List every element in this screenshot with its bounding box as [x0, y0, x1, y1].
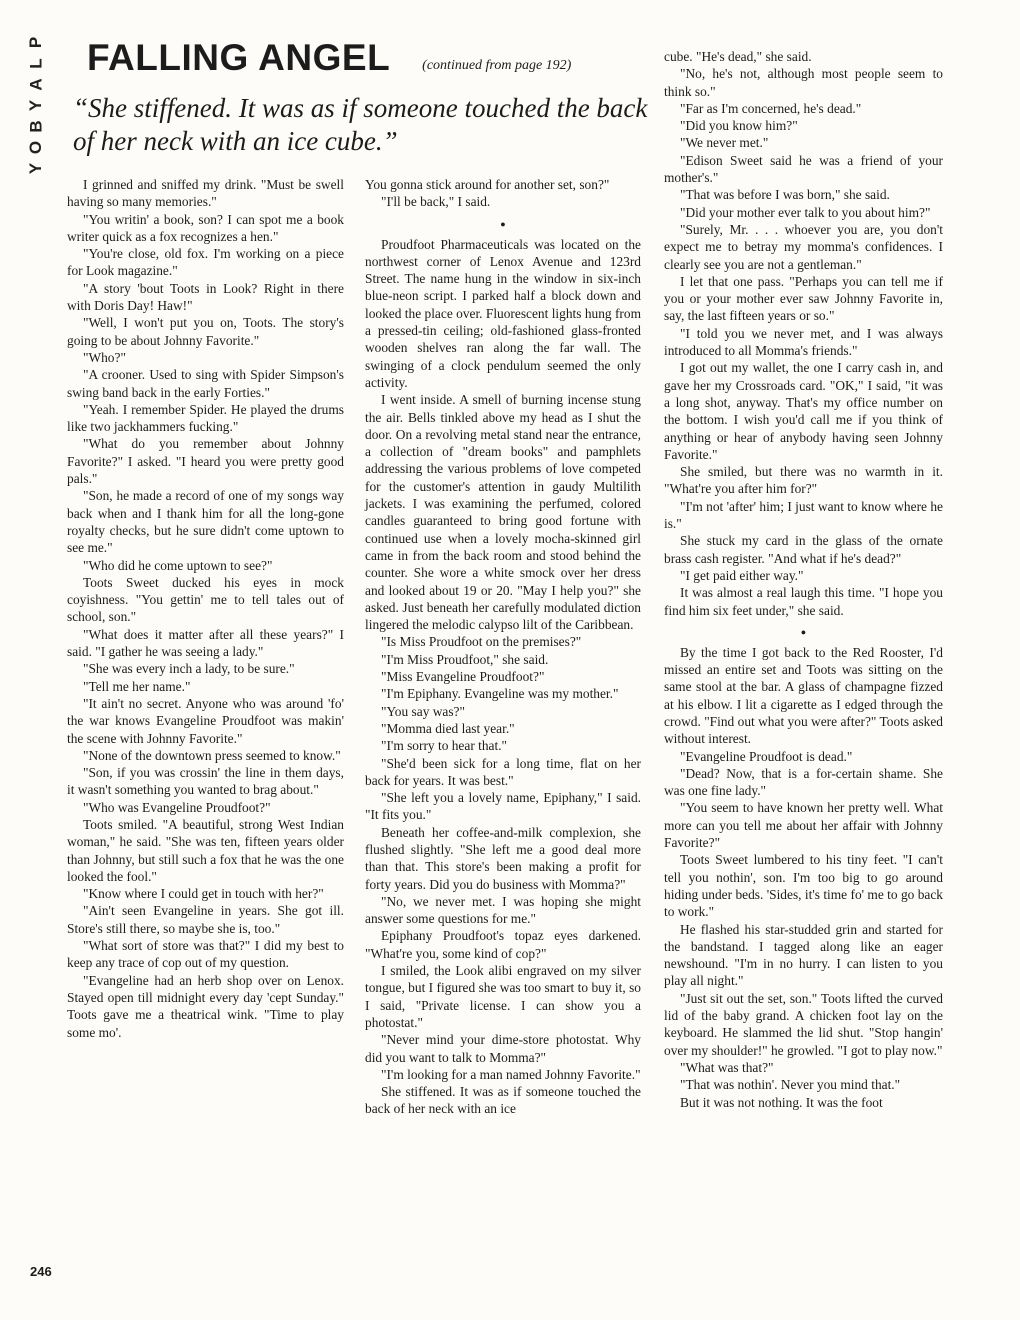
magazine-letter: A	[26, 78, 46, 91]
paragraph: "Tell me her name."	[83, 678, 191, 694]
column-3-part-b	[664, 644, 943, 1111]
paragraph: "What do you remember about Johnny Favorite?" I asked. "I heard you were pretty good pals."	[67, 436, 344, 487]
paragraph: I grinned and sniffed my drink. "Must be swell having so many memories."	[67, 177, 344, 210]
paragraph: You gonna stick around for another set, son?"	[365, 177, 610, 192]
magazine-letter: P	[26, 36, 46, 49]
paragraph: Toots Sweet ducked his eyes in mock coyishness. "You gettin' me to tell tales out of school, son."	[67, 574, 344, 625]
text-column-2	[365, 176, 641, 1118]
paragraph: He flashed his star-studded grin and started for the bandstand. I tagged along like an eager newshound. "I'm in no hurry. I can listen to you play all night."	[664, 921, 943, 989]
paragraph: "You say was?"	[381, 703, 465, 719]
paragraph: "I told you we never met, and I was always introduced to all Momma's friends."	[664, 325, 943, 359]
paragraph: "Far as I'm concerned, he's dead."	[680, 100, 862, 116]
paragraph: "She was every inch a lady, to be sure."	[83, 661, 295, 677]
paragraph: I went inside. A smell of burning incense stung the air. Bells tinkled above my head as I shut the door. On a revolving metal stand near the entrance, a collection of "dream books" and pamphlets addressing the various problems of love competed for the customer's attention in gaudy Multilith jackets. I was examining the perfumed, colored candles guaranteed to bring good fortune with continued use when a lovely mocha-skinned girl came in from the back room and stood behind the counter. She wore a white smock over her dress and looked about 19 or 20. "May I help you?" she asked. Just beneath her carefully modulated diction lingered the melodic calypso lilt of the Caribbean.	[365, 392, 641, 633]
paragraph: "Surely, Mr. . . . whoever you are, you don't expect me to betray my momma's confidences. I clearly see you are not a gentleman."	[664, 221, 943, 272]
paragraph: "I'm Epiphany. Evangeline was my mother."	[381, 686, 619, 702]
paragraph: "I get paid either way."	[680, 567, 804, 583]
paragraph: "No, he's not, although most people seem to think so."	[664, 66, 943, 99]
paragraph: Toots Sweet lumbered to his tiny feet. "I can't tell you nothin', son. I'm too big to go around hiding under beds. 'Sides, it's time fo' me to go back to work."	[664, 852, 943, 920]
paragraph: I let that one pass. "Perhaps you can tell me if you or your mother ever saw Johnny Favorite in, say, the last fifteen years or so."	[664, 273, 943, 324]
paragraph: "You seem to have known her pretty well. What more can you tell me about her affair with Johnny Favorite?"	[664, 800, 943, 851]
paragraph: Toots smiled. "A beautiful, strong West Indian woman," he said. "She was ten, fifteen years older than Johnny, but still such a fox that he was the one looked the fool."	[67, 816, 344, 884]
paragraph: "Never mind your dime-store photostat. Why did you want to talk to Momma?"	[365, 1032, 641, 1065]
magazine-letter: B	[26, 120, 46, 133]
paragraph: By the time I got back to the Red Rooster, I'd missed an entire set and Toots was sitting on the same stool at the bar. A glass of champagne fizzed at his elbow. I lit a cigarette as I edged through the crowd. "Find out what you were after?" Toots asked without interest.	[664, 644, 943, 747]
paragraph: "That was before I was born," she said.	[680, 187, 890, 203]
magazine-letter: Y	[26, 99, 46, 112]
paragraph: "What sort of store was that?" I did my best to keep any trace of cop out of my question.	[67, 938, 344, 971]
paragraph: "Know where I could get in touch with her?"	[83, 886, 324, 902]
paragraph: "Ain't seen Evangeline in years. She got ill. Store's still there, so maybe she is, too."	[67, 903, 344, 936]
paragraph: "Did you know him?"	[680, 118, 798, 134]
paragraph: "What does it matter after all these years?" I said. "I gather he was seeing a lady."	[67, 626, 344, 660]
paragraph: "Evangeline Proudfoot is dead."	[680, 748, 853, 764]
paragraph: "What was that?"	[680, 1059, 774, 1075]
text-column-3	[664, 48, 943, 1111]
paragraph: "Did your mother ever talk to you about him?"	[680, 204, 931, 220]
magazine-letter: Y	[26, 162, 46, 175]
paragraph: "She'd been sick for a long time, flat on her back for years. It was best."	[365, 755, 641, 788]
magazine-vertical-logo	[22, 32, 50, 179]
paragraph: "Who?"	[83, 349, 126, 365]
text-column-1	[67, 176, 344, 1041]
paragraph: "Edison Sweet said he was a friend of your mother's."	[664, 152, 943, 186]
paragraph: "It ain't no secret. Anyone who was around 'fo' the war knows Evangeline Proudfoot was makin' the scene with Johnny Favorite."	[67, 695, 344, 746]
paragraph: "She left you a lovely name, Epiphany," I said. "It fits you."	[365, 790, 641, 823]
paragraph: "That was nothin'. Never you mind that."	[680, 1077, 901, 1093]
paragraph: "I'll be back," I said.	[381, 194, 491, 210]
paragraph: It was almost a real laugh this time. "I hope you find him six feet under," she said.	[664, 585, 943, 618]
paragraph: "A crooner. Used to sing with Spider Simpson's swing band back in the early Forties."	[67, 367, 344, 400]
pull-quote: “She stiffened. It was as if someone touched the back of her neck with an ice cube.”	[73, 93, 648, 156]
paragraph: Proudfoot Pharmaceuticals was located on the northwest corner of Lenox Avenue and 123rd Street. The name hung in the window in six-inch blue-neon script. I parked half a block down and looked the place over. Fluorescent lights hung from a pressed-tin ceiling; old-fashioned glass-fronted wooden shelves ran along the far wall. The swinging of a clock pendulum seemed the only activity.	[365, 236, 641, 390]
paragraph: "Who was Evangeline Proudfoot?"	[83, 799, 271, 815]
paragraph: "Is Miss Proudfoot on the premises?"	[381, 634, 582, 650]
paragraph: I got out my wallet, the one I carry cash in, and gave her my Crossroads card. "OK," I said, "it was a long shot, anyway. That's my office number on the bottom. I wish you'd call me if you think of anything or hear of anybody having seen Johnny Favorite."	[664, 360, 943, 462]
paragraph: "You writin' a book, son? I can spot me a book writer quick as a fox recognizes a hen."	[67, 211, 344, 244]
article-title: FALLING ANGEL	[87, 37, 391, 78]
paragraph: I smiled, the Look alibi engraved on my silver tongue, but I figured she was too smart to buy it, so I said, "Private license. I can show you a photostat."	[365, 963, 641, 1030]
magazine-letter: L	[26, 58, 46, 69]
continued-note: (continued from page 192)	[422, 58, 572, 74]
paragraph: "A story 'bout Toots in Look? Right in there with Doris Day! Haw!"	[67, 280, 344, 314]
paragraph: "Evangeline had an herb shop over on Lenox. Stayed open till midnight every day 'cept Sunday." Toots gave me a theatrical wink. "Time to play some mo'.	[67, 972, 344, 1040]
section-separator: ●	[800, 626, 807, 637]
paragraph: "I'm sorry to hear that."	[381, 738, 508, 754]
paragraph: "No, we never met. I was hoping she might answer some questions for me."	[365, 893, 641, 927]
paragraph: "Yeah. I remember Spider. He played the drums like two jackhammers fucking."	[67, 401, 344, 435]
column-2-part-b	[365, 236, 641, 1118]
paragraph: She smiled, but there was no warmth in it. "What're you after him for?"	[664, 464, 943, 497]
paragraph: "Son, if you was crossin' the line in them days, it wasn't something you wanted to brag about."	[67, 765, 344, 798]
paragraph: "Who did he come uptown to see?"	[83, 557, 273, 573]
paragraph: Beneath her coffee-and-milk complexion, she flushed slightly. "She left me a good deal more than that. This store's been making a profit for forty years. Did you do business with Momma?"	[365, 824, 641, 892]
paragraph: "Dead? Now, that is a for-certain shame. She was one fine lady."	[664, 765, 943, 799]
paragraph: "Miss Evangeline Proudfoot?"	[381, 669, 545, 685]
magazine-letter: O	[26, 140, 46, 155]
paragraph: "I'm looking for a man named Johnny Favorite."	[381, 1066, 641, 1082]
column-3-part-a	[664, 48, 943, 619]
paragraph: "Just sit out the set, son." Toots lifted the curved lid of the baby grand. A chicken foot lay on the keyboard. He slammed the lid shut. "Stop hangin' over my shoulder!" he growled. "I got to play now."	[664, 990, 943, 1058]
section-separator: ●	[500, 218, 506, 229]
paragraph: She stuck my card in the glass of the ornate brass cash register. "And what if he's dead?"	[664, 533, 943, 566]
paragraph: "We never met."	[680, 135, 769, 151]
paragraph: Epiphany Proudfoot's topaz eyes darkened. "What're you, some kind of cop?"	[365, 928, 641, 961]
article-header	[87, 38, 657, 78]
paragraph: "Well, I won't put you on, Toots. The story's going to be about Johnny Favorite."	[67, 315, 344, 348]
paragraph: "Son, he made a record of one of my songs way back when and I thank him for all the long-gone royalty checks, but he sure didn't come uptown to see me."	[67, 488, 344, 556]
paragraph: "Momma died last year."	[381, 720, 515, 736]
paragraph: "You're close, old fox. I'm working on a piece for Look magazine."	[67, 246, 344, 279]
paragraph: She stiffened. It was as if someone touched the back of her neck with an ice	[365, 1084, 641, 1117]
page-number: 246	[30, 1264, 52, 1279]
paragraph: "I'm Miss Proudfoot," she said.	[381, 651, 549, 667]
paragraph: cube. "He's dead," she said.	[664, 49, 812, 64]
paragraph: But it was not nothing. It was the foot	[680, 1094, 883, 1110]
column-2-part-a	[365, 176, 641, 211]
paragraph: "I'm not 'after' him; I just want to know where he is."	[664, 498, 943, 532]
paragraph: "None of the downtown press seemed to know."	[83, 747, 341, 763]
